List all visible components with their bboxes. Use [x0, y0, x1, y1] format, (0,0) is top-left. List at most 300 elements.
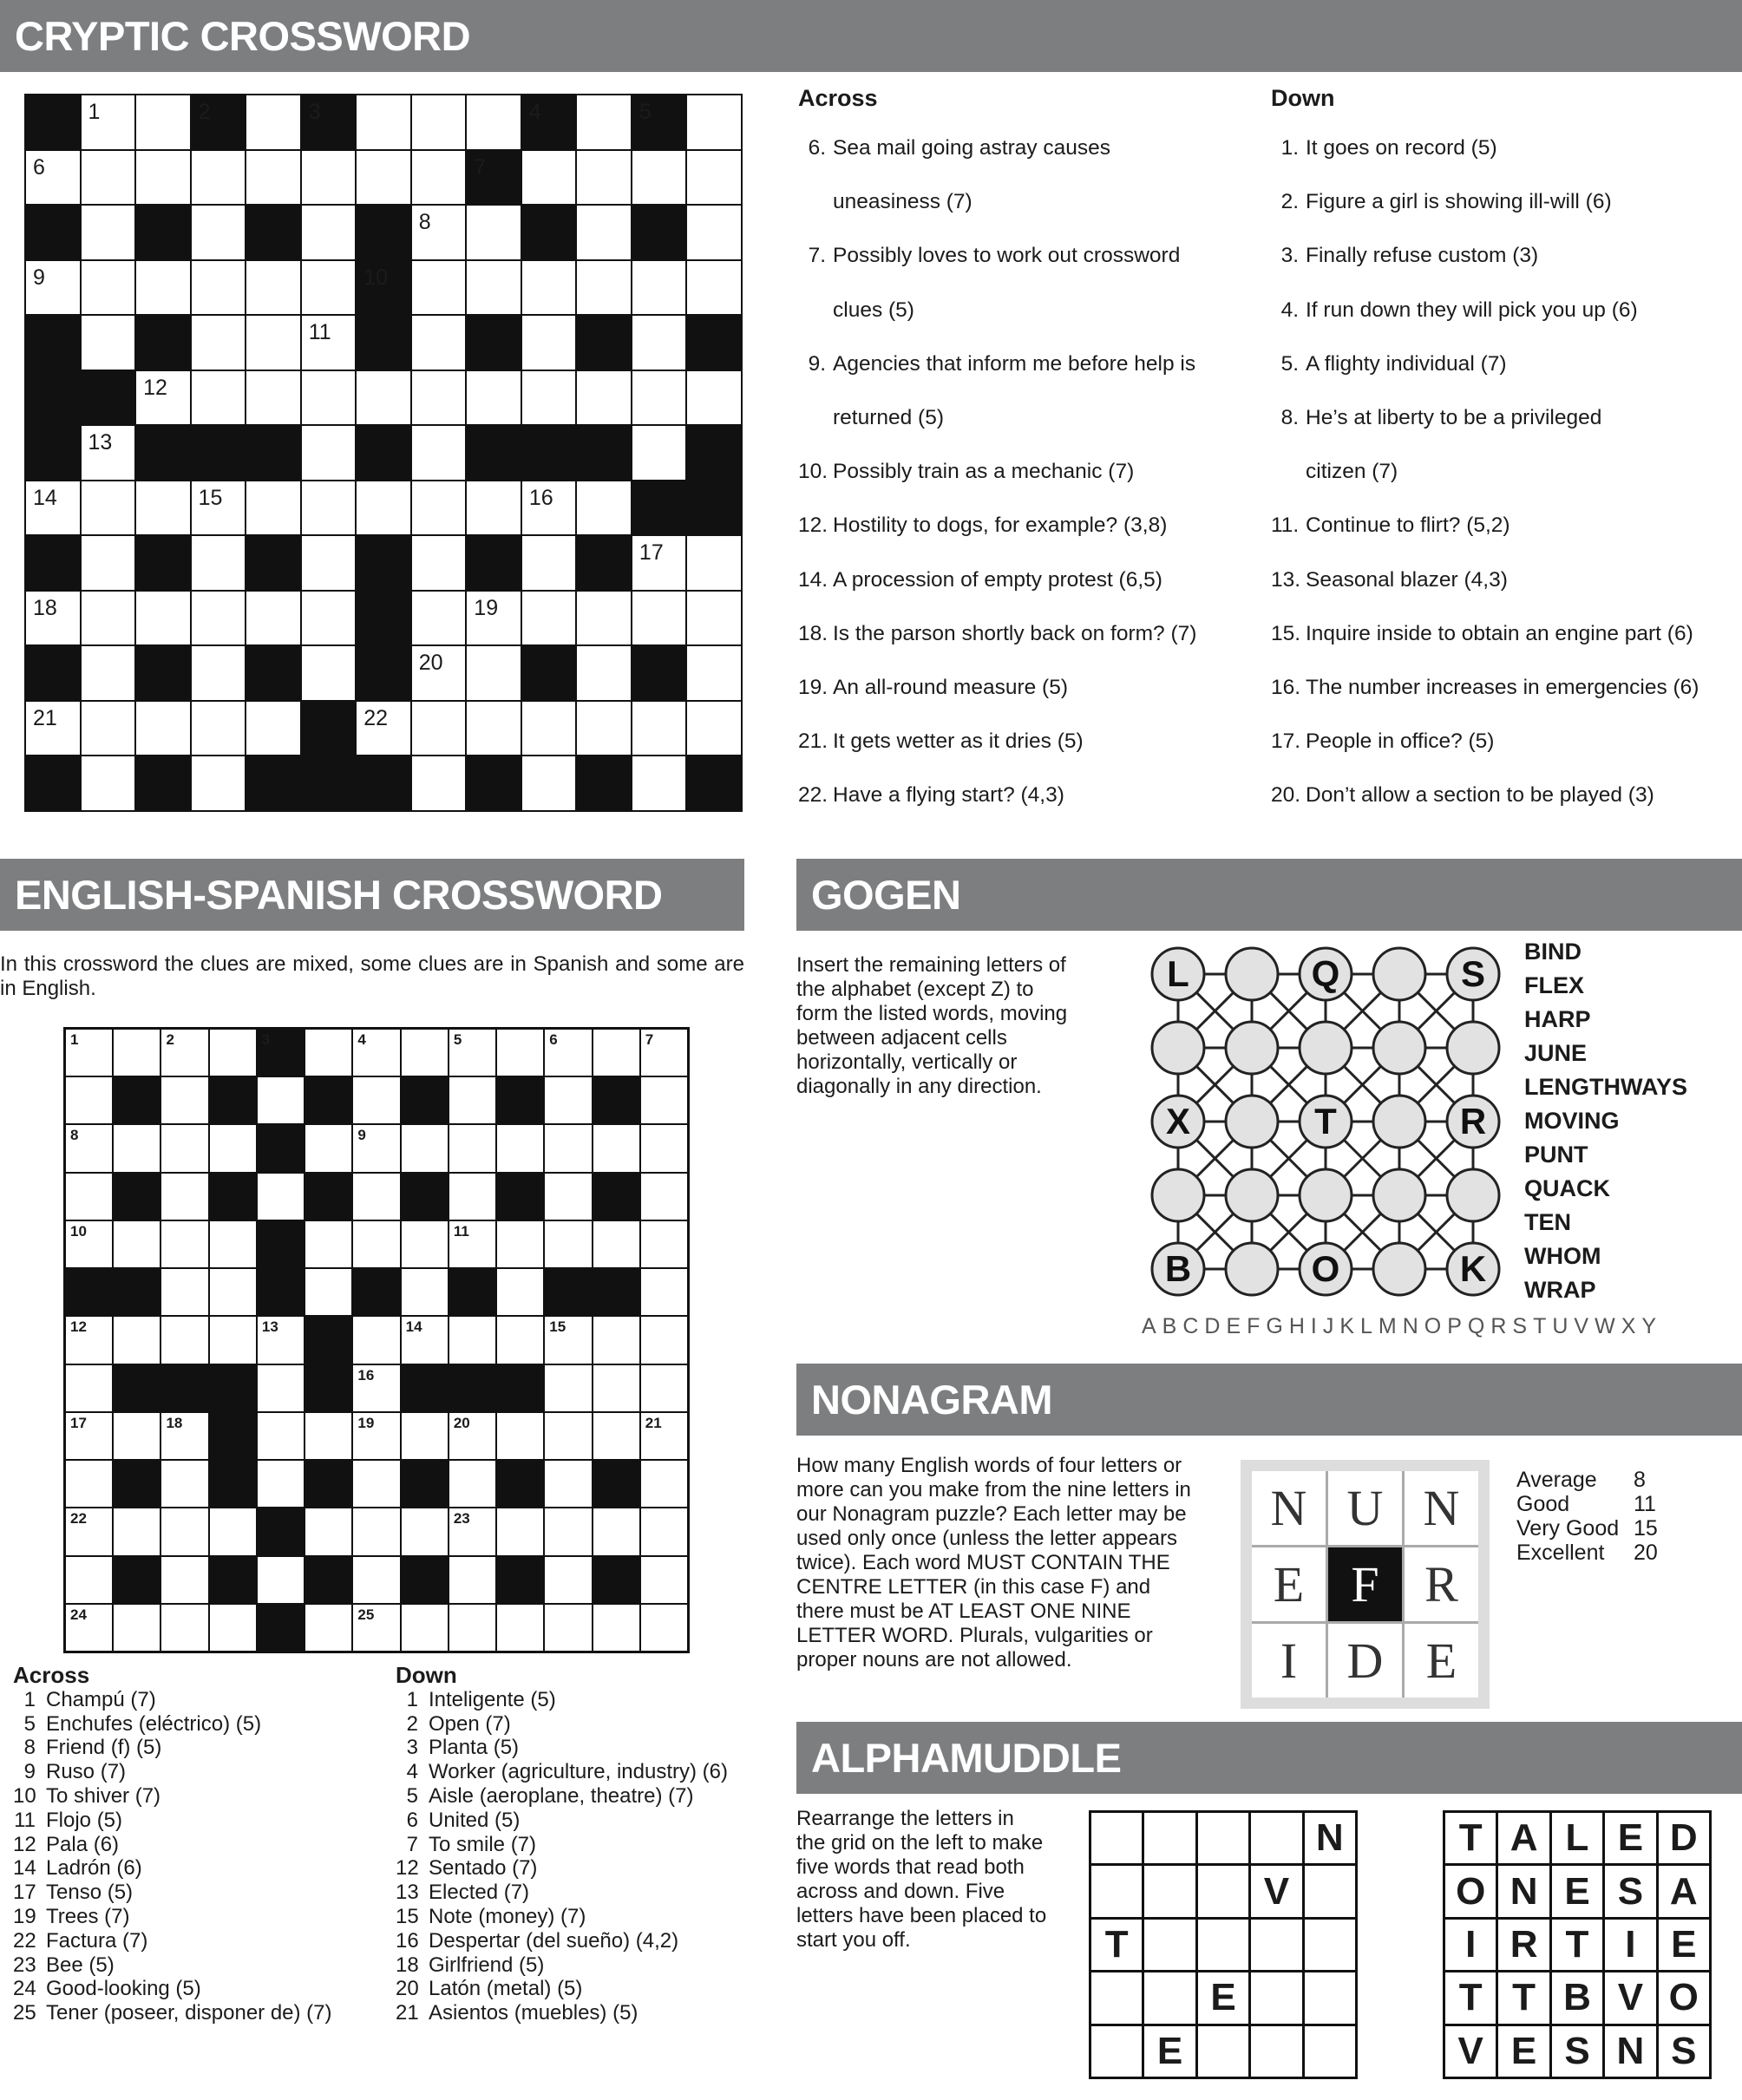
es-clue-number: 6 [549, 1031, 558, 1048]
cryptic-cell [136, 702, 190, 756]
cryptic-black-cell [302, 95, 356, 149]
cryptic-cell [136, 95, 190, 149]
gogen-cell [1447, 1169, 1499, 1221]
cryptic-cell [522, 536, 576, 590]
alphamuddle-puzzle-cell: E [1198, 1972, 1248, 2023]
es-cell [497, 1317, 543, 1363]
es-cell [402, 1508, 448, 1554]
cryptic-cell [136, 261, 190, 315]
alphamuddle-puzzle-cell [1091, 1972, 1142, 2023]
cryptic-cell [412, 206, 466, 259]
es-black-cell [210, 1077, 256, 1123]
cryptic-black-cell [357, 756, 410, 810]
cryptic-cell [136, 592, 190, 645]
cryptic-cell [192, 756, 246, 810]
es-cell [449, 1413, 495, 1459]
cryptic-cell [577, 206, 631, 259]
nonagram-letter: R [1405, 1547, 1478, 1621]
es-across-clue [13, 1905, 386, 1929]
es-down-clue [396, 1712, 760, 1737]
es-across-clue-text: Tenso (5) [46, 1881, 134, 1905]
es-cell [593, 1221, 639, 1267]
es-down-clue-text: United (5) [429, 1808, 521, 1832]
nonagram-score-label: Good [1516, 1492, 1570, 1516]
cryptic-black-cell [577, 756, 631, 810]
gogen-letter: X [1165, 1101, 1191, 1142]
es-black-cell [258, 1125, 304, 1171]
es-across-clue [13, 1929, 386, 1953]
cryptic-black-cell [357, 261, 410, 315]
es-clue-number: 19 [357, 1414, 375, 1431]
es-cell [353, 1557, 399, 1603]
gogen-word: QUACK [1524, 1175, 1610, 1201]
es-cell [161, 1221, 207, 1267]
alphamuddle-puzzle-cell [1091, 1866, 1142, 1916]
es-black-cell [210, 1413, 256, 1459]
cryptic-cell [192, 261, 246, 315]
es-black-cell [497, 1365, 543, 1411]
es-black-cell [161, 1365, 207, 1411]
es-cell [66, 1605, 112, 1651]
es-clue-number: 13 [261, 1318, 278, 1336]
cryptic-crossword-grid [24, 94, 743, 812]
gogen-cell [1373, 1022, 1425, 1074]
es-cell [593, 1365, 639, 1411]
es-across-clue-text: Trees (7) [46, 1904, 130, 1928]
es-cell [114, 1605, 160, 1651]
cryptic-black-cell [302, 702, 356, 756]
es-down-clue [396, 1953, 760, 1978]
gogen-cell [1373, 1243, 1425, 1295]
cryptic-cell [632, 592, 686, 645]
gogen-letter: K [1459, 1248, 1487, 1289]
cryptic-down-clue-text: Continue to flirt? (5,2) [1306, 514, 1510, 538]
es-cell [161, 1269, 207, 1315]
cryptic-cell [302, 316, 356, 370]
es-clue-number: 9 [357, 1127, 366, 1144]
es-down-clue-text: Elected (7) [429, 1881, 530, 1905]
cryptic-cell [26, 702, 80, 756]
cryptic-clue-number: 19 [474, 595, 499, 620]
cryptic-black-cell [26, 756, 80, 810]
cryptic-cell [302, 261, 356, 315]
gogen-letter: B [1164, 1248, 1192, 1289]
es-across-clue-number: 12 [13, 1832, 36, 1856]
es-across-clue-number: 14 [13, 1856, 36, 1881]
alphamuddle-letter-cell: A [1659, 1866, 1709, 1916]
cryptic-cell [687, 371, 741, 425]
cryptic-across-clue [798, 352, 1249, 406]
cryptic-cell [246, 592, 300, 645]
cryptic-black-cell [26, 95, 80, 149]
es-black-cell [593, 1461, 639, 1507]
cryptic-down-clue-text: Seasonal blazer (4,3) [1306, 567, 1508, 592]
cryptic-cell [26, 151, 80, 205]
es-cell [305, 1413, 351, 1459]
es-clue-number: 24 [70, 1606, 87, 1623]
es-clue-number: 15 [549, 1318, 566, 1336]
cryptic-cell [26, 481, 80, 535]
cryptic-black-cell [467, 426, 521, 480]
es-cell [497, 1605, 543, 1651]
cryptic-cell [577, 646, 631, 700]
alphamuddle-puzzle-cell [1144, 1866, 1195, 1916]
english-spanish-down-heading: Down [396, 1662, 457, 1688]
es-cell [641, 1365, 687, 1411]
es-cell [641, 1125, 687, 1171]
cryptic-cell [82, 426, 135, 480]
alphamuddle-puzzle-cell [1144, 1972, 1195, 2023]
gogen-word: TEN [1524, 1209, 1571, 1235]
cryptic-down-clue-number: 5. [1280, 351, 1299, 376]
es-black-cell [258, 1221, 304, 1267]
es-cell [641, 1269, 687, 1315]
cryptic-black-cell [632, 95, 686, 149]
cryptic-cell [192, 371, 246, 425]
alphamuddle-letter-cell: V [1605, 1972, 1655, 2023]
cryptic-cell [412, 95, 466, 149]
cryptic-clue-number: 9 [33, 265, 45, 290]
cryptic-down-clue-number: 17. [1271, 729, 1301, 754]
es-clue-number: 22 [70, 1510, 87, 1528]
es-cell [545, 1508, 591, 1554]
cryptic-black-cell [522, 426, 576, 480]
gogen-cell [1226, 1096, 1278, 1148]
alphamuddle-puzzle-cell [1198, 1866, 1248, 1916]
es-black-cell [305, 1557, 351, 1603]
es-black-cell [210, 1461, 256, 1507]
es-cell [641, 1413, 687, 1459]
cryptic-cell [577, 592, 631, 645]
cryptic-cell [192, 206, 246, 259]
es-clue-number: 5 [453, 1031, 462, 1048]
cryptic-black-cell [136, 206, 190, 259]
es-cell [449, 1125, 495, 1171]
cryptic-down-clue-number: 4. [1280, 298, 1299, 322]
cryptic-clue-number: 2 [198, 100, 211, 124]
cryptic-clue-number: 7 [474, 154, 487, 180]
cryptic-cell [136, 481, 190, 535]
cryptic-across-clue [798, 514, 1249, 567]
cryptic-cell [302, 481, 356, 535]
alphamuddle-letter-cell: I [1605, 1920, 1655, 1970]
alphamuddle-puzzle-grid [1089, 1810, 1358, 2079]
es-cell [161, 1413, 207, 1459]
alphamuddle-letter-cell: T [1498, 1972, 1549, 2023]
es-cell [66, 1174, 112, 1220]
cryptic-cell [632, 702, 686, 756]
alphamuddle-puzzle-cell [1198, 1813, 1248, 1863]
cryptic-black-cell [577, 316, 631, 370]
cryptic-cell [687, 646, 741, 700]
cryptic-clue-number: 1 [88, 100, 101, 124]
cryptic-clue-number: 16 [528, 485, 553, 510]
cryptic-across-clue-text: An all-round measure (5) [833, 675, 1068, 699]
es-across-clue [13, 1736, 386, 1760]
es-cell [66, 1030, 112, 1076]
es-cell [402, 1221, 448, 1267]
cryptic-black-cell [467, 316, 521, 370]
cryptic-cell [82, 206, 135, 259]
es-cell [641, 1174, 687, 1220]
cryptic-down-clue-number: 16. [1271, 675, 1301, 699]
cryptic-black-cell [136, 756, 190, 810]
cryptic-down-clue-text: Finally refuse custom (3) [1306, 244, 1539, 268]
cryptic-cell [412, 481, 466, 535]
es-cell [353, 1413, 399, 1459]
es-black-cell [258, 1030, 304, 1076]
es-cell [258, 1413, 304, 1459]
gogen-alphabet [1142, 1314, 1662, 1339]
es-across-clue [13, 1809, 386, 1833]
cryptic-cell [246, 702, 300, 756]
cryptic-down-clue [1271, 352, 1739, 406]
es-cell [210, 1605, 256, 1651]
es-down-clue [396, 1688, 760, 1712]
cryptic-down-clue-text: If run down they will pick you up (6) [1306, 298, 1638, 322]
es-cell [210, 1317, 256, 1363]
es-cell [114, 1125, 160, 1171]
cryptic-down-clue [1271, 783, 1739, 837]
es-across-clue [13, 1688, 386, 1712]
cryptic-black-cell [687, 481, 741, 535]
es-black-cell [305, 1461, 351, 1507]
gogen-cell [1226, 1243, 1278, 1295]
es-cell [258, 1317, 304, 1363]
es-cell [545, 1317, 591, 1363]
es-down-clue-text: To smile (7) [429, 1832, 537, 1856]
cryptic-cell [192, 646, 246, 700]
es-across-clue-number: 10 [13, 1783, 36, 1808]
es-down-clue-number: 4 [406, 1760, 418, 1784]
nonagram-board [1241, 1460, 1490, 1709]
es-cell [258, 1365, 304, 1411]
cryptic-cell [357, 95, 410, 149]
alphamuddle-letter-cell: S [1605, 1866, 1655, 1916]
es-across-clue [13, 1833, 386, 1857]
cryptic-cell [302, 536, 356, 590]
cryptic-across-clue-number: 10. [798, 460, 828, 484]
es-cell [402, 1317, 448, 1363]
es-clue-number: 8 [70, 1127, 79, 1144]
cryptic-cell [192, 481, 246, 535]
es-cell [305, 1508, 351, 1554]
cryptic-cell [467, 592, 521, 645]
es-cell [210, 1221, 256, 1267]
cryptic-cell [467, 702, 521, 756]
cryptic-across-clue-text: Possibly train as a mechanic (7) [833, 460, 1135, 484]
gogen-title: GOGEN [796, 859, 1742, 931]
es-across-clue-text: Flojo (5) [46, 1808, 123, 1832]
cryptic-cell [302, 151, 356, 205]
es-cell [641, 1605, 687, 1651]
gogen-letter: L [1167, 953, 1189, 994]
es-cell [161, 1461, 207, 1507]
cryptic-down-clue-text: Figure a girl is showing ill-will (6) [1306, 190, 1612, 214]
es-cell [114, 1317, 160, 1363]
cryptic-cell [687, 206, 741, 259]
cryptic-cell [246, 95, 300, 149]
es-black-cell [449, 1365, 495, 1411]
cryptic-cell [687, 151, 741, 205]
es-across-clue-text: Tener (poseer, disponer de) (7) [46, 2001, 332, 2025]
es-cell [545, 1221, 591, 1267]
gogen-cell [1152, 1022, 1204, 1074]
es-black-cell [545, 1269, 591, 1315]
es-cell [545, 1605, 591, 1651]
es-cell [258, 1077, 304, 1123]
es-down-clue-number: 16 [396, 1928, 419, 1953]
es-down-clue-text: Inteligente (5) [429, 1687, 556, 1711]
es-cell [402, 1413, 448, 1459]
es-across-clue-number: 9 [23, 1760, 36, 1784]
cryptic-black-cell [687, 316, 741, 370]
cryptic-clue-number: 3 [308, 100, 321, 124]
cryptic-black-cell [357, 426, 410, 480]
nonagram-score-value: 20 [1634, 1541, 1658, 1565]
es-black-cell [497, 1077, 543, 1123]
cryptic-clue-number: 20 [418, 651, 443, 676]
es-down-clue-number: 6 [406, 1808, 418, 1832]
cryptic-black-cell [357, 646, 410, 700]
es-clue-number: 3 [261, 1031, 271, 1048]
es-clue-number: 18 [166, 1414, 183, 1431]
cryptic-cell [246, 316, 300, 370]
cryptic-down-clue-text: A flighty individual (7) [1306, 351, 1507, 376]
cryptic-cell [467, 95, 521, 149]
es-cell [305, 1605, 351, 1651]
cryptic-black-cell [357, 536, 410, 590]
cryptic-cell [357, 371, 410, 425]
es-cell [497, 1508, 543, 1554]
es-across-clue-number: 23 [13, 1953, 36, 1977]
nonagram-score-value: 8 [1634, 1468, 1646, 1492]
es-clue-number: 17 [70, 1414, 87, 1431]
cryptic-down-clue [1271, 136, 1739, 190]
cryptic-across-clue-text: Agencies that inform me before help is [833, 351, 1196, 376]
es-cell [305, 1221, 351, 1267]
es-cell [114, 1508, 160, 1554]
cryptic-cell [246, 371, 300, 425]
gogen-word: BIND [1524, 939, 1582, 965]
alphamuddle-letter-cell: O [1445, 1866, 1496, 1916]
cryptic-down-clue-number: 11. [1271, 514, 1300, 538]
es-black-cell [305, 1174, 351, 1220]
es-cell [66, 1413, 112, 1459]
nonagram-score-row [1516, 1541, 1658, 1565]
cryptic-cell [302, 646, 356, 700]
cryptic-black-cell [192, 426, 246, 480]
cryptic-down-clue [1271, 568, 1739, 622]
es-clue-number: 16 [357, 1366, 375, 1384]
es-cell [641, 1557, 687, 1603]
cryptic-cell [82, 95, 135, 149]
cryptic-down-clue-text: People in office? (5) [1306, 729, 1495, 754]
cryptic-black-cell [26, 426, 80, 480]
english-spanish-across-heading: Across [13, 1662, 90, 1688]
cryptic-black-cell [26, 316, 80, 370]
es-cell [210, 1125, 256, 1171]
cryptic-clue-number: 6 [33, 154, 45, 180]
cryptic-across-clue [798, 406, 1249, 460]
cryptic-cell [577, 95, 631, 149]
gogen-word: HARP [1524, 1006, 1591, 1032]
es-across-clue-number: 22 [13, 1928, 36, 1953]
es-cell [497, 1030, 543, 1076]
es-across-clue-text: Bee (5) [46, 1953, 115, 1977]
cryptic-cell [577, 151, 631, 205]
es-cell [402, 1605, 448, 1651]
es-cell [305, 1030, 351, 1076]
cryptic-black-cell [357, 206, 410, 259]
cryptic-cell [687, 592, 741, 645]
cryptic-across-clue-number: 9. [808, 351, 826, 376]
cryptic-across-clue-text: It gets wetter as it dries (5) [833, 729, 1084, 754]
cryptic-black-cell [302, 756, 356, 810]
alphamuddle-letter-cell: T [1445, 1972, 1496, 2023]
es-black-cell [305, 1365, 351, 1411]
cryptic-across-clue-number: 14. [798, 567, 828, 592]
alphamuddle-puzzle-cell [1305, 2026, 1355, 2077]
alphamuddle-puzzle-cell: T [1091, 1920, 1142, 1970]
cryptic-cell [357, 702, 410, 756]
cryptic-cell [522, 702, 576, 756]
cryptic-clue-number: 12 [143, 375, 167, 400]
es-cell [353, 1174, 399, 1220]
es-black-cell [593, 1557, 639, 1603]
alphamuddle-letter-cell: N [1605, 2026, 1655, 2077]
cryptic-cell [412, 151, 466, 205]
es-cell [210, 1030, 256, 1076]
es-cell [353, 1221, 399, 1267]
cryptic-cell [522, 261, 576, 315]
es-clue-number: 12 [70, 1318, 87, 1336]
es-across-clue-number: 17 [13, 1881, 36, 1905]
cryptic-down-clue-number: 8. [1280, 405, 1299, 429]
cryptic-across-clue-number: 22. [798, 783, 828, 808]
gogen-word: WRAP [1524, 1277, 1596, 1303]
es-cell [161, 1557, 207, 1603]
cryptic-cell [522, 756, 576, 810]
cryptic-cell [632, 426, 686, 480]
cryptic-cell [412, 261, 466, 315]
es-cell [641, 1077, 687, 1123]
gogen-word: MOVING [1524, 1108, 1620, 1134]
gogen-word: WHOM [1524, 1243, 1601, 1269]
es-cell [66, 1557, 112, 1603]
cryptic-cell [632, 316, 686, 370]
alphamuddle-letter-cell: D [1659, 1813, 1709, 1863]
cryptic-black-cell [522, 95, 576, 149]
es-down-clue [396, 1833, 760, 1857]
es-cell [353, 1317, 399, 1363]
cryptic-cell [192, 702, 246, 756]
gogen-cell [1300, 1169, 1352, 1221]
cryptic-clue-number: 5 [639, 100, 652, 124]
gogen-cell [1373, 1169, 1425, 1221]
cryptic-cell [687, 95, 741, 149]
es-down-clue-text: Girlfriend (5) [429, 1953, 545, 1977]
nonagram-letter: I [1252, 1624, 1326, 1698]
cryptic-down-clue [1271, 190, 1739, 244]
cryptic-cell [82, 756, 135, 810]
es-cell [641, 1461, 687, 1507]
cryptic-clue-number: 15 [198, 485, 223, 510]
es-cell [353, 1125, 399, 1171]
es-cell [402, 1269, 448, 1315]
es-cell [258, 1557, 304, 1603]
cryptic-black-cell [136, 536, 190, 590]
